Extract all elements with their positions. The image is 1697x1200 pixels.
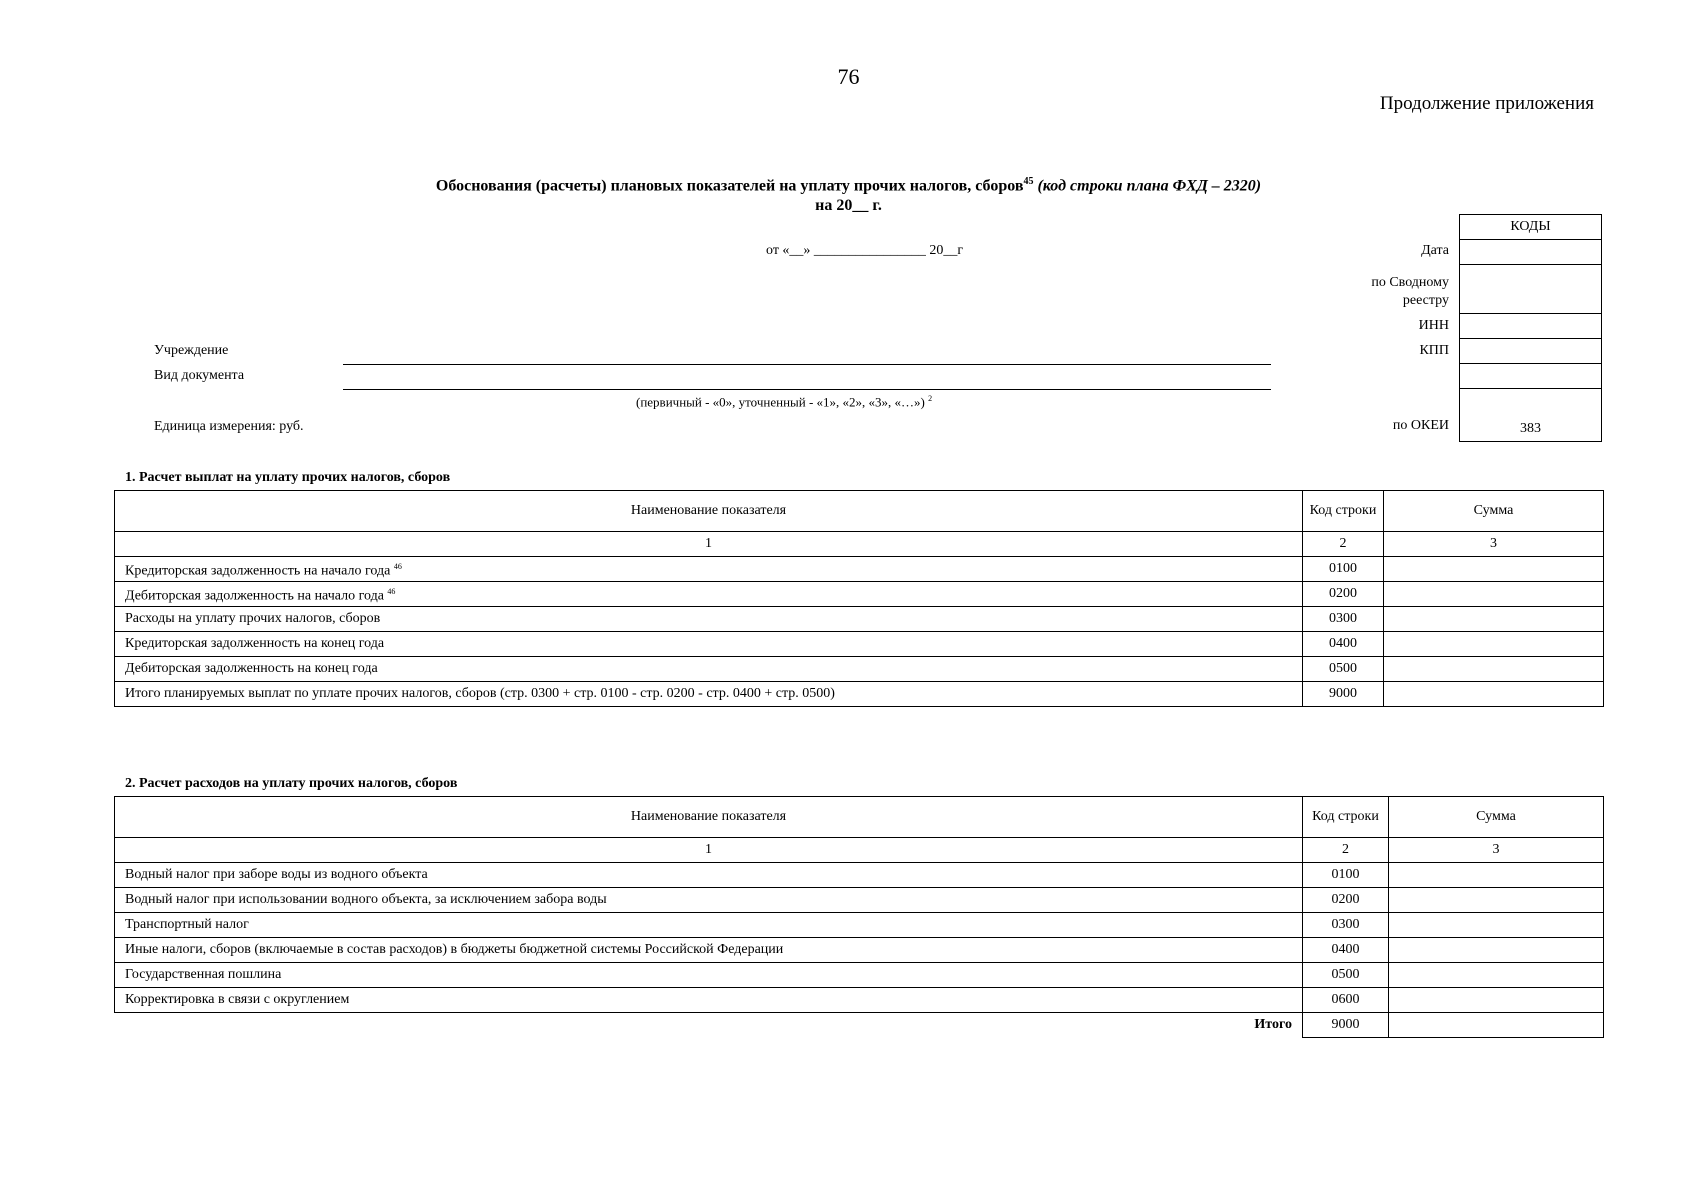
- title-year: на 20__ г.: [815, 197, 882, 215]
- s2-colnum-3: 3: [1389, 838, 1604, 863]
- code-registry-cell[interactable]: [1460, 265, 1602, 314]
- s2-total-label: Итого: [115, 1013, 1303, 1038]
- section1-title: 1. Расчет выплат на уплату прочих налогов, сборов: [125, 470, 451, 485]
- unit-label: Единица измерения: руб.: [154, 419, 304, 434]
- s1-row-code: 0400: [1303, 632, 1384, 657]
- s2-total-sum-cell[interactable]: [1389, 1013, 1604, 1038]
- s1-row-footnote: 46: [387, 586, 396, 596]
- codes-label-registry: по Сводному реестру: [1371, 275, 1449, 308]
- codes-header: КОДЫ: [1460, 215, 1602, 240]
- s1-row-name: Итого планируемых выплат по уплате прочих налогов, сборов (стр. 0300 + стр. 0100 - стр. 0200 - стр. 0400 + стр. 0500): [115, 682, 1303, 707]
- table-row: [115, 607, 1604, 632]
- s2-row-code: 0100: [1303, 863, 1389, 888]
- doc-type-note: [636, 394, 932, 410]
- document-title: [0, 172, 1697, 216]
- title-main: Обоснования (расчеты) плановых показателей на уплату прочих налогов, сборов: [435, 177, 1024, 195]
- institution-label: Учреждение: [154, 343, 229, 358]
- codes-label-inn: ИНН: [1418, 318, 1449, 333]
- table-row: [115, 682, 1604, 707]
- section1-table: [114, 490, 1604, 707]
- codes-label-okei: по ОКЕИ: [1392, 418, 1449, 433]
- s1-row-sum-cell[interactable]: [1384, 582, 1604, 607]
- codes-table: [1459, 214, 1602, 442]
- s1-row-code: 0100: [1303, 557, 1384, 582]
- total-row: [115, 1013, 1604, 1038]
- title-line-code: (код строки плана ФХД – 2320): [1033, 177, 1262, 195]
- institution-field[interactable]: [343, 364, 1271, 365]
- s1-row-code: 0500: [1303, 657, 1384, 682]
- s2-row-sum-cell[interactable]: [1389, 963, 1604, 988]
- s1-row-name-text: Дебиторская задолженность на начало года: [125, 588, 384, 604]
- s2-colnum-2: 2: [1303, 838, 1389, 863]
- s2-row-name: Корректировка в связи с округлением: [115, 988, 1303, 1013]
- table-row: [115, 888, 1604, 913]
- s1-row-name: Расходы на уплату прочих налогов, сборов: [115, 607, 1303, 632]
- s2-header-name: Наименование показателя: [115, 797, 1303, 838]
- doc-type-field[interactable]: [343, 389, 1271, 390]
- s1-header-sum: Сумма: [1384, 491, 1604, 532]
- s2-row-code: 0600: [1303, 988, 1389, 1013]
- s2-row-name: Иные налоги, сборов (включаемые в состав расходов) в бюджеты бюджетной системы Российской Федерации: [115, 938, 1303, 963]
- s1-row-code: 0300: [1303, 607, 1384, 632]
- s1-row-name: [115, 582, 1303, 607]
- s2-header-code: Код строки: [1303, 797, 1389, 838]
- table-row: [115, 632, 1604, 657]
- section2-title: 2. Расчет расходов на уплату прочих налогов, сборов: [125, 776, 458, 791]
- table-row: [115, 938, 1604, 963]
- s2-row-name: Водный налог при заборе воды из водного объекта: [115, 863, 1303, 888]
- s2-row-sum-cell[interactable]: [1389, 988, 1604, 1013]
- doc-type-note-footnote: 2: [928, 394, 933, 403]
- page-number: 76: [837, 64, 860, 89]
- s2-colnum-1: 1: [115, 838, 1303, 863]
- table-row: [115, 557, 1604, 582]
- s1-colnum-1: 1: [115, 532, 1303, 557]
- s2-row-name: Транспортный налог: [115, 913, 1303, 938]
- s1-row-name: [115, 557, 1303, 582]
- s1-colnum-3: 3: [1384, 532, 1604, 557]
- s1-row-name: Дебиторская задолженность на конец года: [115, 657, 1303, 682]
- s1-row-sum-cell[interactable]: [1384, 657, 1604, 682]
- s1-row-sum-cell[interactable]: [1384, 557, 1604, 582]
- s2-total-code: 9000: [1303, 1013, 1389, 1038]
- codes-label-kpp: КПП: [1419, 343, 1449, 358]
- code-doctype-cell[interactable]: [1460, 364, 1602, 389]
- s2-row-code: 0300: [1303, 913, 1389, 938]
- s1-row-sum-cell[interactable]: [1384, 632, 1604, 657]
- s2-row-sum-cell[interactable]: [1389, 863, 1604, 888]
- s2-header-sum: Сумма: [1389, 797, 1604, 838]
- s1-row-code: 0200: [1303, 582, 1384, 607]
- table-row: [115, 863, 1604, 888]
- date-line: от «__» ________________ 20__г: [766, 243, 964, 258]
- s1-row-code: 9000: [1303, 682, 1384, 707]
- s1-row-name: Кредиторская задолженность на конец года: [115, 632, 1303, 657]
- s2-row-code: 0200: [1303, 888, 1389, 913]
- table-row: [115, 913, 1604, 938]
- table-row: [115, 988, 1604, 1013]
- table-row: [115, 963, 1604, 988]
- s2-row-sum-cell[interactable]: [1389, 888, 1604, 913]
- s1-row-sum-cell[interactable]: [1384, 607, 1604, 632]
- s2-row-sum-cell[interactable]: [1389, 938, 1604, 963]
- s2-row-code: 0500: [1303, 963, 1389, 988]
- s2-row-name: Государственная пошлина: [115, 963, 1303, 988]
- s2-row-sum-cell[interactable]: [1389, 913, 1604, 938]
- s2-row-name: Водный налог при использовании водного объекта, за исключением забора воды: [115, 888, 1303, 913]
- doc-type-note-text: (первичный - «0», уточненный - «1», «2», «3», «…»): [636, 394, 925, 410]
- table-row: [115, 657, 1604, 682]
- s1-row-name-text: Кредиторская задолженность на начало года: [125, 563, 391, 579]
- code-kpp-cell[interactable]: [1460, 339, 1602, 364]
- continuation-label: Продолжение приложения: [1379, 93, 1594, 114]
- s1-header-name: Наименование показателя: [115, 491, 1303, 532]
- codes-label-date: Дата: [1421, 243, 1449, 258]
- table-row: [115, 582, 1604, 607]
- code-inn-cell[interactable]: [1460, 314, 1602, 339]
- doc-type-label: Вид документа: [154, 368, 245, 383]
- s2-row-code: 0400: [1303, 938, 1389, 963]
- s1-header-code: Код строки: [1303, 491, 1384, 532]
- section2-table: [114, 796, 1604, 1038]
- s1-row-footnote: 46: [393, 561, 402, 571]
- code-date-cell[interactable]: [1460, 240, 1602, 265]
- title-footnote: 45: [1023, 176, 1034, 187]
- code-okei-cell: 383: [1460, 389, 1602, 442]
- s1-colnum-2: 2: [1303, 532, 1384, 557]
- s1-row-sum-cell[interactable]: [1384, 682, 1604, 707]
